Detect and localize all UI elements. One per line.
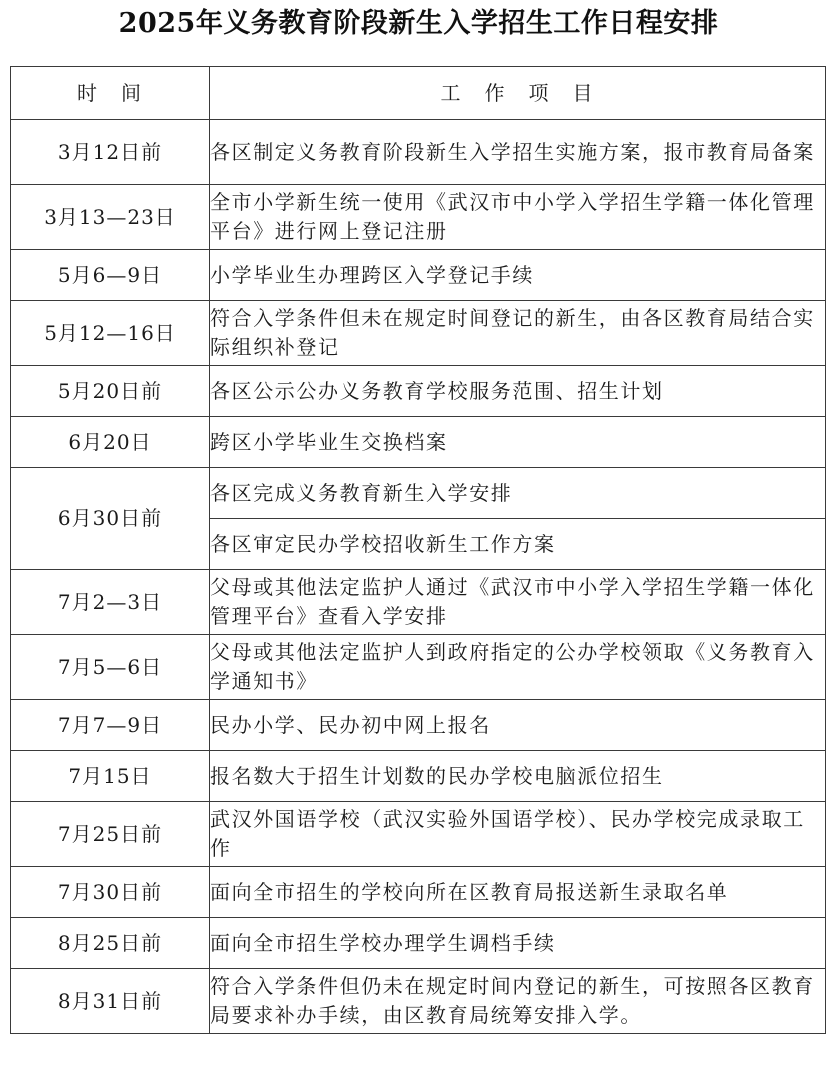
time-cell: 7月5—6日 [11, 635, 210, 700]
time-cell: 6月30日前 [11, 468, 210, 570]
task-cell: 小学毕业生办理跨区入学登记手续 [210, 250, 826, 301]
table-header-row [11, 67, 826, 120]
table-row [11, 969, 826, 1034]
table-row [11, 635, 826, 700]
time-cell: 3月12日前 [11, 120, 210, 185]
table-row [11, 802, 826, 867]
table-row [11, 570, 826, 635]
table-row [11, 468, 826, 519]
time-cell: 7月30日前 [11, 867, 210, 918]
task-cell: 民办小学、民办初中网上报名 [210, 700, 826, 751]
task-cell: 父母或其他法定监护人到政府指定的公办学校领取《义务教育入学通知书》 [210, 635, 826, 700]
time-cell: 5月6—9日 [11, 250, 210, 301]
time-cell: 6月20日 [11, 417, 210, 468]
time-cell: 3月13—23日 [11, 185, 210, 250]
task-cell: 各区制定义务教育阶段新生入学招生实施方案，报市教育局备案 [210, 120, 826, 185]
time-cell: 5月20日前 [11, 366, 210, 417]
page-title: 2025年义务教育阶段新生入学招生工作日程安排 [118, 8, 719, 39]
time-cell: 8月31日前 [11, 969, 210, 1034]
time-cell: 7月15日 [11, 751, 210, 802]
table-row [11, 867, 826, 918]
table-row [11, 120, 826, 185]
table-row [11, 250, 826, 301]
schedule-table [10, 66, 826, 1034]
task-cell: 面向全市招生学校办理学生调档手续 [210, 918, 826, 969]
task-cell: 符合入学条件但仍未在规定时间内登记的新生，可按照各区教育局要求补办手续，由区教育局统筹安排入学。 [210, 969, 826, 1034]
task-cell: 报名数大于招生计划数的民办学校电脑派位招生 [210, 751, 826, 802]
time-cell: 7月25日前 [11, 802, 210, 867]
task-cell: 各区审定民办学校招收新生工作方案 [210, 519, 826, 570]
task-cell: 父母或其他法定监护人通过《武汉市中小学入学招生学籍一体化管理平台》查看入学安排 [210, 570, 826, 635]
task-cell: 全市小学新生统一使用《武汉市中小学入学招生学籍一体化管理平台》进行网上登记注册 [210, 185, 826, 250]
task-cell: 各区公示公办义务教育学校服务范围、招生计划 [210, 366, 826, 417]
task-cell: 各区完成义务教育新生入学安排 [210, 468, 826, 519]
table-row [11, 918, 826, 969]
table-row [11, 185, 826, 250]
task-cell: 面向全市招生的学校向所在区教育局报送新生录取名单 [210, 867, 826, 918]
time-cell: 7月7—9日 [11, 700, 210, 751]
table-row [11, 700, 826, 751]
table-row [11, 366, 826, 417]
column-header-task: 工 作 项 目 [210, 67, 826, 120]
time-cell: 7月2—3日 [11, 570, 210, 635]
column-header-time: 时 间 [11, 67, 210, 120]
table-row [11, 417, 826, 468]
task-cell: 符合入学条件但未在规定时间登记的新生，由各区教育局结合实际组织补登记 [210, 301, 826, 366]
time-cell: 8月25日前 [11, 918, 210, 969]
table-row [11, 301, 826, 366]
table-row [11, 751, 826, 802]
time-cell: 5月12—16日 [11, 301, 210, 366]
task-cell: 跨区小学毕业生交换档案 [210, 417, 826, 468]
task-cell: 武汉外国语学校（武汉实验外国语学校）、民办学校完成录取工作 [210, 802, 826, 867]
